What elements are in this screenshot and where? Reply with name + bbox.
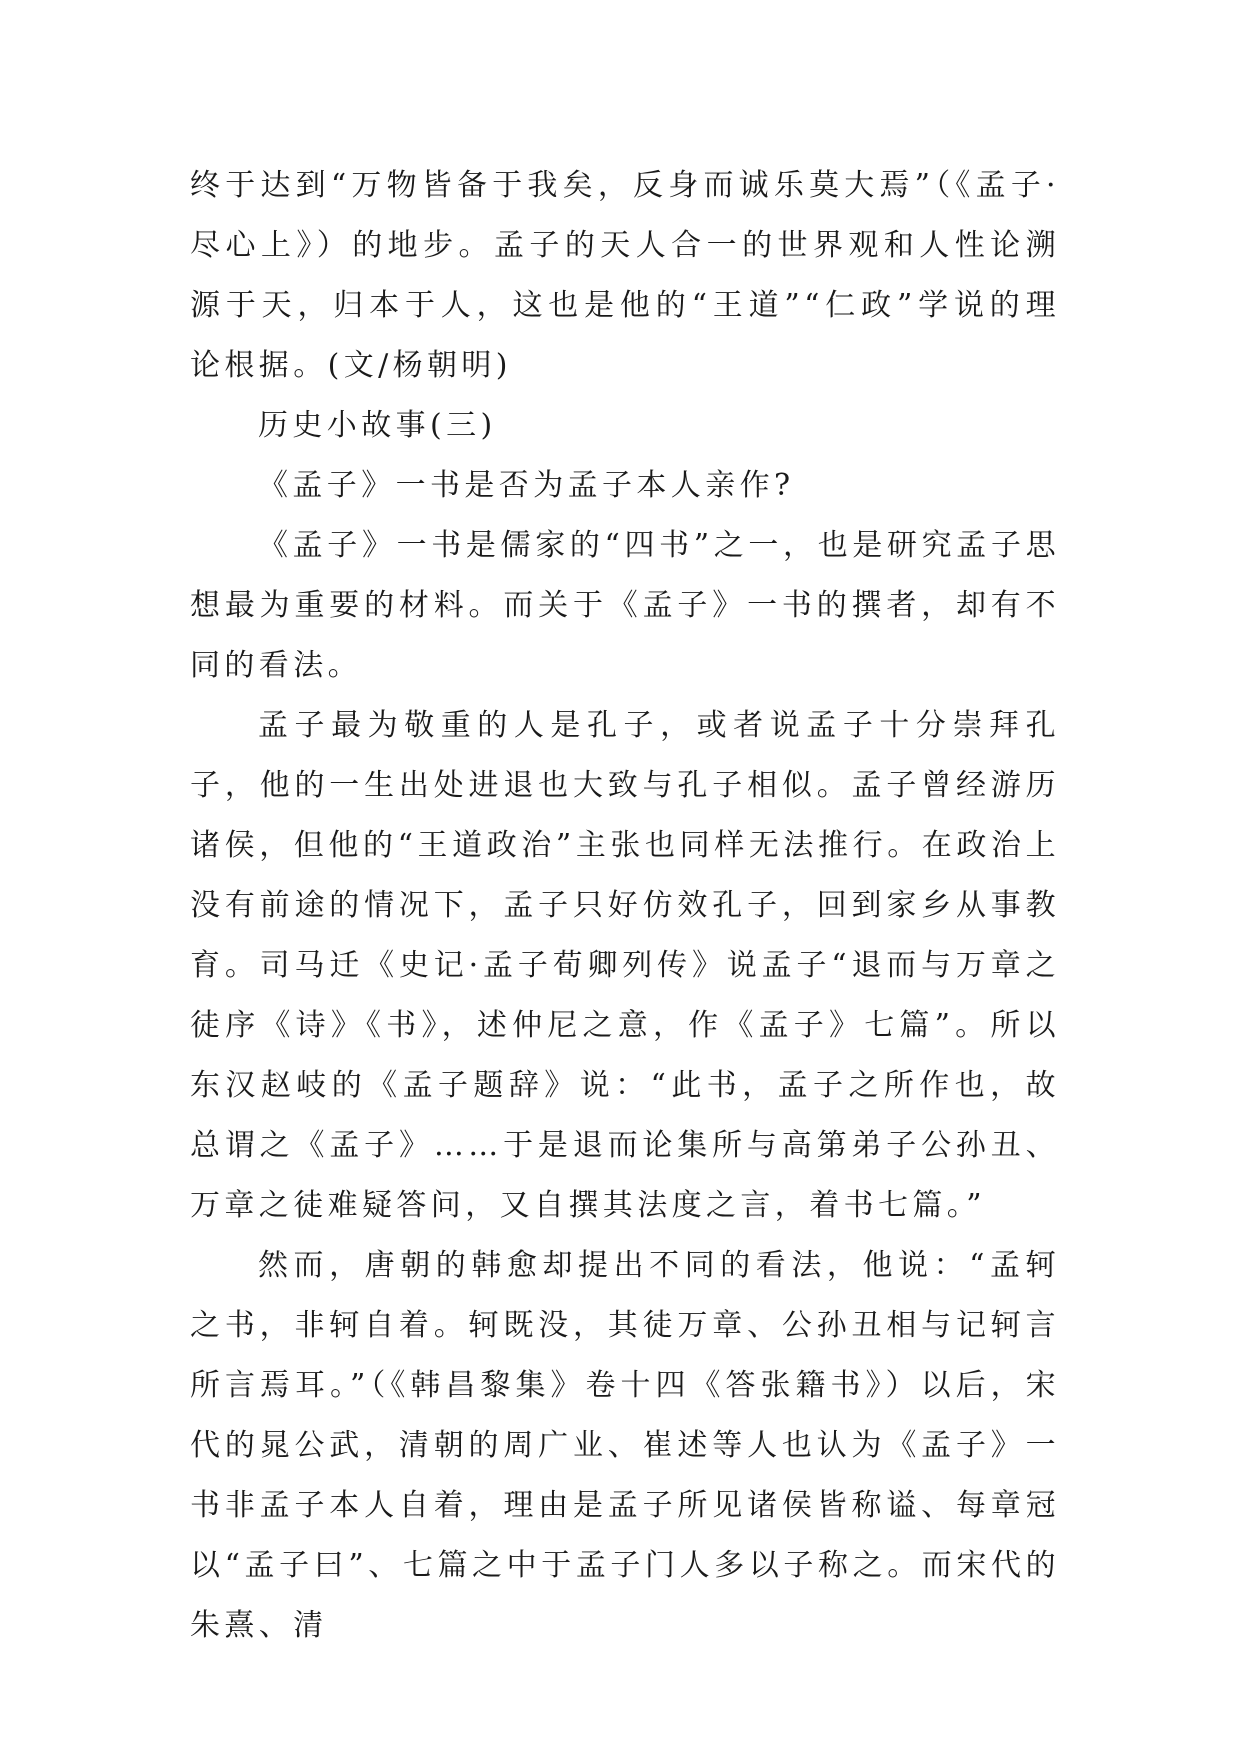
- paragraph-intro: 《孟子》一书是儒家的“四书”之一，也是研究孟子思想最为重要的材料。而关于《孟子》一书的撰者，却有不同的看法。: [190, 528, 1060, 683]
- paragraph-mencius-confucius: 孟子最为敬重的人是孔子，或者说孟子十分崇拜孔子，他的一生出处进退也大致与孔子相似。孟子曾经游历诸侯，但他的“王道政治”主张也同样无法推行。在政治上没有前途的情况下，孟子只好仿效孔子，回到家乡从事教育。司马迁《史记·孟子荀卿列传》说孟子“退而与万章之徒序《诗》《书》，述仲尼之意，作《孟子》七篇”。所以东汉赵岐的《孟子题辞》说：“此书，孟子之所作也，故总谓之《孟子》……于是退而论集所与高第弟子公孙丑、万章之徒难疑答问，又自撰其法度之言，着书七篇。”: [190, 708, 1060, 1223]
- document-body: [190, 156, 1060, 1656]
- paragraph-han-yu: 然而，唐朝的韩愈却提出不同的看法，他说：“孟轲之书，非轲自着。轲既没，其徒万章、公孙丑相与记轲言所言焉耳。”（《韩昌黎集》卷十四《答张籍书》）以后，宋代的晁公武，清朝的周广业、崔述等人也认为《孟子》一书非孟子本人自着，理由是孟子所见诸侯皆称谥、每章冠以“孟子曰”、七篇之中于孟子门人多以子称之。而宋代的朱熹、清: [190, 1248, 1060, 1643]
- section-heading: 历史小故事(三): [258, 408, 497, 443]
- paragraph-conclusion: 终于达到“万物皆备于我矣，反身而诚乐莫大焉”（《孟子·尽心上》）的地步。孟子的天人合一的世界观和人性论溯源于天，归本于人，这也是他的“王道”“仁政”学说的理论根据。(文/杨朝明): [190, 168, 1060, 383]
- question-heading: 《孟子》一书是否为孟子本人亲作?: [258, 468, 795, 503]
